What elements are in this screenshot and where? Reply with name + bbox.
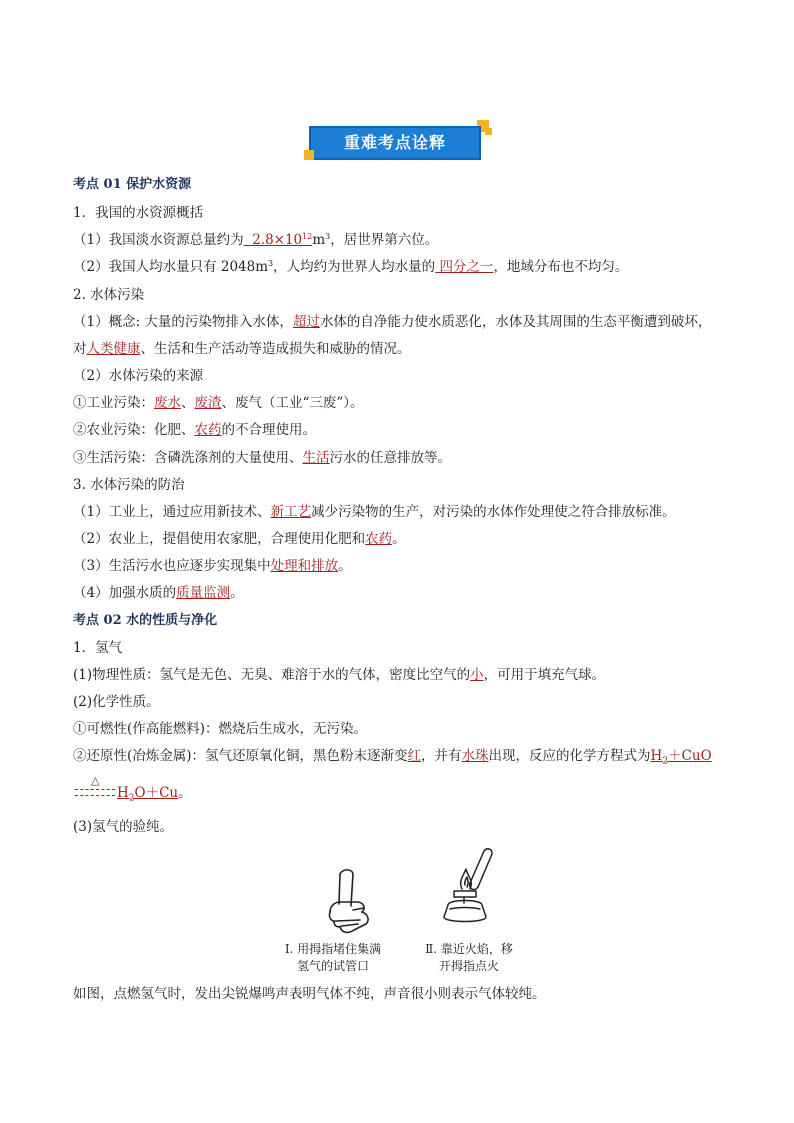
tube-near-flame-illustration	[440, 845, 520, 943]
text: 减少污染物的生产，对污染的水体作处理使之符合排放标准。	[311, 504, 676, 520]
paragraph: ①可燃性(作高能燃料)：燃烧后生成水，无污染。	[73, 721, 368, 737]
equation-condition	[73, 775, 123, 805]
text: （4）加强水质的	[73, 585, 177, 601]
text: （1）工业上，通过应用新技术、	[73, 504, 271, 520]
paragraph	[73, 529, 406, 549]
answer-blank: 废渣	[194, 395, 222, 411]
text: ②农业污染：化肥、	[73, 422, 195, 438]
caption-line: 开拇指点火	[438, 959, 499, 973]
text: 、生活和生产活动等造成损失和威胁的情况。	[140, 341, 411, 357]
caption-line: Ⅱ. 靠近火焰，移	[425, 942, 513, 956]
text: 水体的自净能力使水质恶化，水体及其周围的生态平衡遭到破坏，	[319, 314, 712, 330]
answer-blank: $H_2O+Cu$	[117, 785, 179, 804]
text: （2）我国人均水量只有 2048m	[73, 259, 269, 275]
text: 。	[230, 585, 244, 601]
decor-square	[485, 128, 492, 135]
answer-blank: 质量监测	[176, 585, 231, 601]
text: （1）概念: 大量的污染物排入水体，	[73, 314, 293, 330]
text: ，人均约为世界人均水量的	[273, 259, 436, 275]
paragraph	[73, 393, 364, 413]
paragraph: 如图，点燃氢气时，发出尖锐爆鸣声表明气体不纯，声音很小则表示气体较纯。	[73, 986, 546, 1002]
hand-thumb-tube-illustration	[320, 866, 390, 938]
heat-symbol: △	[91, 774, 100, 787]
figure-caption-1	[268, 941, 398, 975]
section-banner	[309, 124, 485, 162]
text: ，地域分布也不均匀。	[493, 259, 629, 275]
text: (1)物理性质：氢气是无色、无臭、难溶于水的气体，密度比空气的	[73, 667, 471, 683]
paragraph: （2）水体污染的来源	[73, 368, 204, 384]
text: ，并有	[421, 748, 462, 764]
text: （1）我国淡水资源总量约为	[73, 232, 244, 248]
section-heading: 考点 01 保护水资源	[73, 177, 192, 192]
text: 出现，反应的化学方程式为	[488, 748, 651, 764]
text: 的不合理使用。	[221, 422, 316, 438]
text: 污水的任意排放等。	[329, 450, 451, 466]
answer-blank: 四分之一	[439, 259, 494, 275]
text: （3）生活污水也应逐步实现集中	[73, 558, 271, 574]
answer-blank: 处理和排放	[270, 558, 339, 574]
paragraph	[117, 783, 192, 809]
paragraph	[73, 502, 676, 522]
text: 、	[181, 395, 195, 411]
paragraph	[73, 583, 244, 603]
answer-blank: $H_2+CuO$	[650, 748, 712, 767]
paragraph	[73, 448, 451, 468]
text: 。	[338, 558, 352, 574]
answer-blank: 人类健康	[86, 341, 141, 357]
answer-blank: 生活	[302, 450, 330, 466]
figure-caption-2	[414, 941, 524, 975]
paragraph	[73, 339, 411, 359]
equation-line	[75, 795, 115, 796]
equation-line	[75, 789, 115, 790]
text: 、废气（工业“三废”）。	[221, 395, 364, 411]
paragraph	[73, 665, 605, 685]
section-heading: 考点 02 水的性质与净化	[73, 613, 218, 628]
paragraph: (3)氢气的验纯。	[73, 819, 174, 835]
text: （2）农业上，提倡使用农家肥，合理使用化肥和	[73, 531, 366, 547]
paragraph: （2）我国人均水量只有 $2048m^3$，人均约为世界人均水量的 四分之一，地域分布也不均匀。	[73, 259, 629, 275]
paragraph	[73, 746, 712, 772]
text: 对	[73, 341, 87, 357]
paragraph	[73, 420, 316, 440]
paragraph: (2)化学性质。	[73, 694, 160, 710]
answer-blank: 小	[470, 667, 484, 683]
paragraph	[73, 312, 711, 332]
text: 。	[178, 785, 192, 801]
text: ，居世界第六位。	[330, 232, 439, 248]
answer-blank: 水珠	[461, 748, 489, 764]
caption-line: I. 用拇指堵住集满	[284, 942, 382, 956]
answer-blank: 农药	[194, 422, 222, 438]
paragraph-title: 2. 水体污染	[73, 287, 145, 303]
banner-title: 重难考点诠释	[343, 133, 446, 152]
answer-blank: 红	[407, 748, 422, 764]
caption-line: 氢气的试管口	[296, 959, 369, 973]
text: ，可用于填充气球。	[483, 667, 606, 683]
answer-blank: 超过	[292, 314, 320, 330]
paragraph-title: 1．氢气	[73, 640, 123, 656]
text: ③生活污染：含磷洗涤剂的大量使用、	[73, 450, 303, 466]
paragraph: （1）我国淡水资源总量约为 $2.8\times 10^{12}m^3$，居世界第六位。	[73, 232, 439, 248]
text: ②还原性(冶炼金属)：氢气还原氧化铜，黑色粉末逐渐变	[73, 748, 408, 764]
text: m	[312, 232, 326, 248]
answer-blank: $2.8\times 10^{12}$	[252, 232, 313, 248]
paragraph-title: 3. 水体污染的防治	[73, 477, 185, 493]
paragraph	[73, 556, 352, 576]
paragraph-title: 1．我国的水资源概括	[73, 205, 204, 221]
answer-blank: 新工艺	[270, 504, 312, 520]
answer-blank: 农药	[365, 531, 393, 547]
text: ①工业污染：	[73, 395, 154, 411]
text: 。	[392, 531, 406, 547]
answer-blank: 废水	[154, 395, 181, 411]
